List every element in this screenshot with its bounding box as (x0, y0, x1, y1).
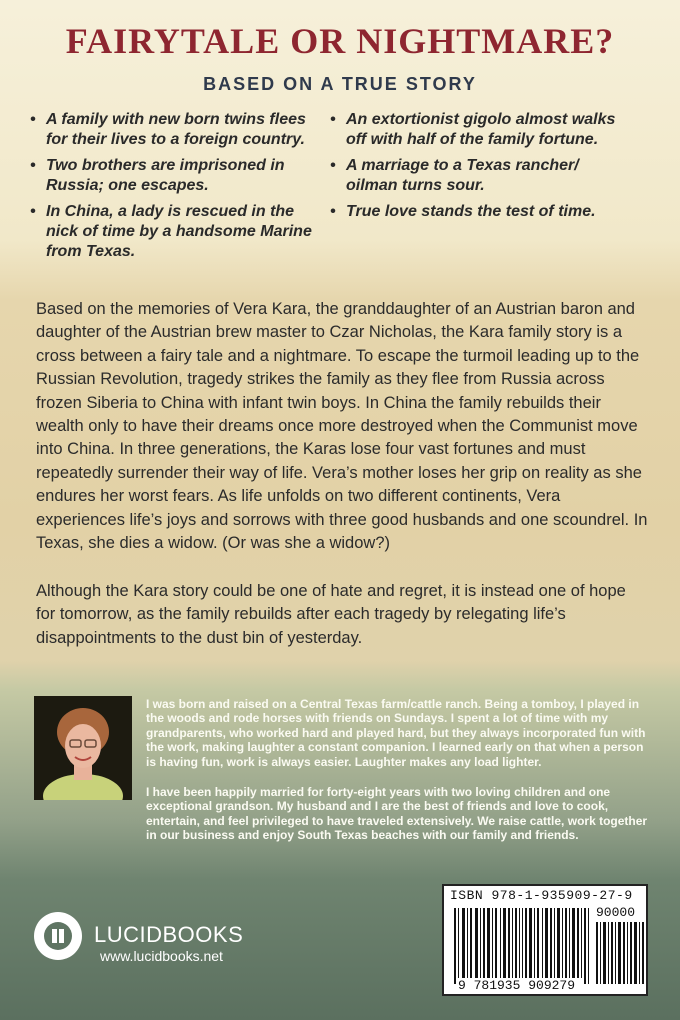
bullet-dot: • (30, 157, 36, 174)
publisher-url: www.lucidbooks.net (100, 948, 223, 964)
story-conclusion: Although the Kara story could be one of hate and regret, it is instead one of hope for tomorrow, as the family rebuilds after each tragedy by relegating life’s disappointments to the dust bin of yesterday. (36, 582, 626, 647)
bullet-list-right (330, 110, 630, 228)
bullet-item (330, 110, 630, 150)
price-code: 90000 (596, 905, 636, 920)
author-photo (34, 696, 132, 800)
bullet-text: An extortionist gigolo almost walks off with half of the family fortune. (346, 111, 616, 148)
bullet-dot: • (330, 203, 336, 220)
bullet-dot: • (330, 111, 336, 128)
cover-title: FAIRYTALE OR NIGHTMARE? (65, 21, 615, 61)
barcode-bars (454, 908, 590, 984)
bullet-item (330, 156, 630, 196)
bullet-item (30, 202, 330, 262)
bullet-dot: • (330, 157, 336, 174)
bullet-text: In China, a lady is rescued in the nick of time by a handsome Marine from Texas. (46, 203, 312, 260)
story-description: Based on the memories of Vera Kara, the granddaughter of an Austrian baron and daughter of the Austrian brew master to Czar Nicholas, the Kara family story is a cross between a fairy tale and a nightmare. To escape the turmoil leading up to the Russian Revolution, tragedy strikes the family as they flee from Russia across frozen Siberia to China with infant twin boys. In China the family rebuilds their wealth only to have their dreams once more destroyed when the Communist move into China. In three generations, the Karas lose four vast fortunes and must repeatedly surrender their way of life. Vera’s mother loses her grip on reality as she endures her worst fears. As life unfolds on two different continents, Vera experiences life’s joys and sorrows with three good husbands and one scoundrel. In Texas, she dies a widow. (Or was she a widow?) (36, 300, 648, 553)
bullet-list-left (30, 110, 330, 268)
publisher-name: LUCIDBOOKS (94, 922, 244, 947)
lucidbooks-logo-icon (34, 912, 82, 960)
author-bio-paragraph: I have been happily married for forty-eight years with two loving children and one exceptional grandson. My husband and I are the best of friends and love to cook, entertain, and feel privileged to have traveled extensively. We raise cattle, work together in our business and enjoy South Texas beaches with our family and friends. (146, 785, 648, 843)
bullet-dot: • (30, 111, 36, 128)
price-barcode-bars (596, 922, 644, 984)
bullet-dot: • (30, 203, 36, 220)
bullet-text: A family with new born twins flees for their lives to a foreign country. (46, 111, 306, 148)
isbn-digits: 9 781935 909279 (458, 978, 576, 993)
bullet-text: A marriage to a Texas rancher/ oilman turns sour. (346, 157, 579, 194)
bullet-text: Two brothers are imprisoned in Russia; one escapes. (46, 157, 285, 194)
publisher-logo (34, 912, 274, 964)
isbn-barcode (442, 884, 648, 996)
bullet-text: True love stands the test of time. (346, 203, 596, 220)
bullet-item (30, 110, 330, 150)
bullet-item (30, 156, 330, 196)
author-bio-paragraph: I was born and raised on a Central Texas farm/cattle ranch. Being a tomboy, I played in the woods and rode horses with friends on Sundays. I spent a lot of time with my grandparents, who worked hard and played hard, but they always incorporated fun with the work, making laughter a constant companion. I learned early on that when a person is having fun, work is always easier. Laughter makes any load lighter. (146, 697, 646, 769)
bullet-item (330, 202, 630, 222)
cover-subtitle: BASED ON A TRUE STORY (203, 74, 477, 94)
isbn-label: ISBN 978-1-935909-27-9 (450, 888, 633, 903)
